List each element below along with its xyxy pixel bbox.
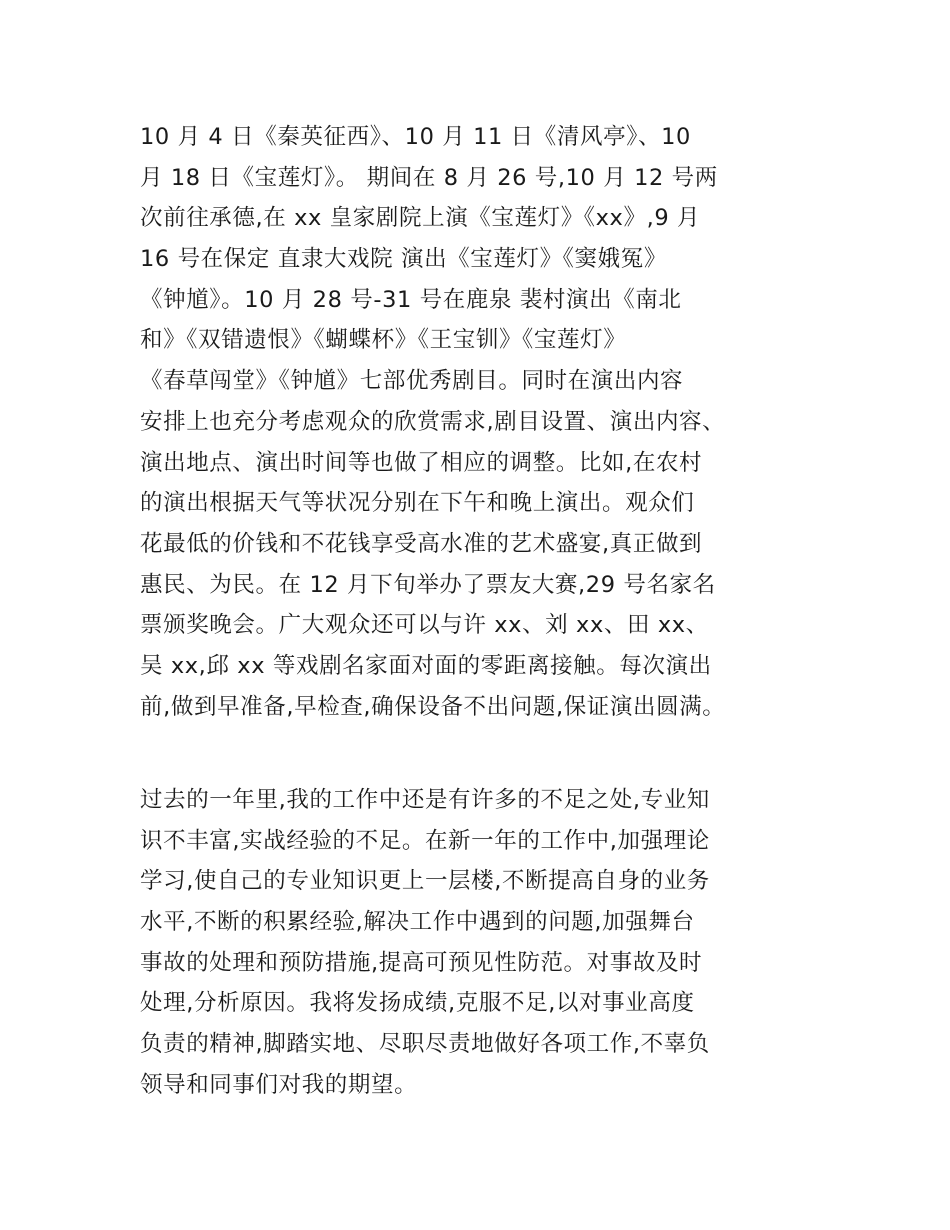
text-line: 处理,分析原因。我将发扬成绩,克服不足,以对事业高度 bbox=[140, 990, 695, 1017]
text-line: 识不丰富,实战经验的不足。在新一年的工作中,加强理论 bbox=[140, 827, 710, 854]
text-line: 的演出根据天气等状况分别在下午和晚上演出。观众们 bbox=[140, 490, 695, 517]
paragraph-performances bbox=[140, 117, 820, 727]
text-line: 过去的一年里,我的工作中还是有许多的不足之处,专业知 bbox=[140, 787, 710, 813]
text-line: 学习,使自己的专业知识更上一层楼,不断提高自身的业务 bbox=[140, 868, 710, 895]
text-line: 和》《双错遗恨》《蝴蝶杯》《王宝钏》《宝莲灯》 bbox=[140, 327, 627, 354]
text-line: 10 月 4 日《秦英征西》、10 月 11 日《清风亭》、10 bbox=[140, 124, 691, 150]
text-line: 《钟馗》。10 月 28 号-31 号在鹿泉 裴村演出《南北 bbox=[140, 286, 682, 313]
text-line: 花最低的价钱和不花钱享受高水准的艺术盛宴,真正做到 bbox=[140, 530, 703, 557]
text-line: 月 18 日《宝莲灯》。 期间在 8 月 26 号,10 月 12 号两 bbox=[140, 164, 718, 191]
text-line: 16 号在保定 直隶大戏院 演出《宝莲灯》《窦娥冤》 bbox=[140, 246, 667, 273]
text-line: 票颁奖晚会。广大观众还可以与许 xx、刘 xx、田 xx、 bbox=[140, 612, 709, 639]
text-line: 吴 xx,邱 xx 等戏剧名家面对面的零距离接触。每次演出 bbox=[140, 652, 712, 679]
text-line: 水平,不断的积累经验,解决工作中遇到的问题,加强舞台 bbox=[140, 909, 695, 936]
text-line: 前,做到早准备,早检查,确保设备不出问题,保证演出圆满。 bbox=[140, 693, 726, 720]
text-line: 《春草闯堂》《钟馗》七部优秀剧目。同时在演出内容 bbox=[140, 368, 684, 395]
paragraph-self-review bbox=[140, 780, 820, 1106]
text-line: 安排上也充分考虑观众的欣赏需求,剧目设置、演出内容、 bbox=[140, 408, 726, 435]
text-line: 负责的精神,脚踏实地、尽职尽责地做好各项工作,不辜负 bbox=[140, 1031, 710, 1058]
text-line: 领导和同事们对我的期望。 bbox=[140, 1071, 418, 1098]
text-line: 惠民、为民。在 12 月下旬举办了票友大赛,29 号名家名 bbox=[140, 571, 716, 598]
text-line: 次前往承德,在 xx 皇家剧院上演《宝莲灯》《xx》,9 月 bbox=[140, 205, 701, 232]
text-line: 事故的处理和预防措施,提高可预见性防范。对事故及时 bbox=[140, 949, 703, 976]
text-line: 演出地点、演出时间等也做了相应的调整。比如,在农村 bbox=[140, 449, 703, 476]
